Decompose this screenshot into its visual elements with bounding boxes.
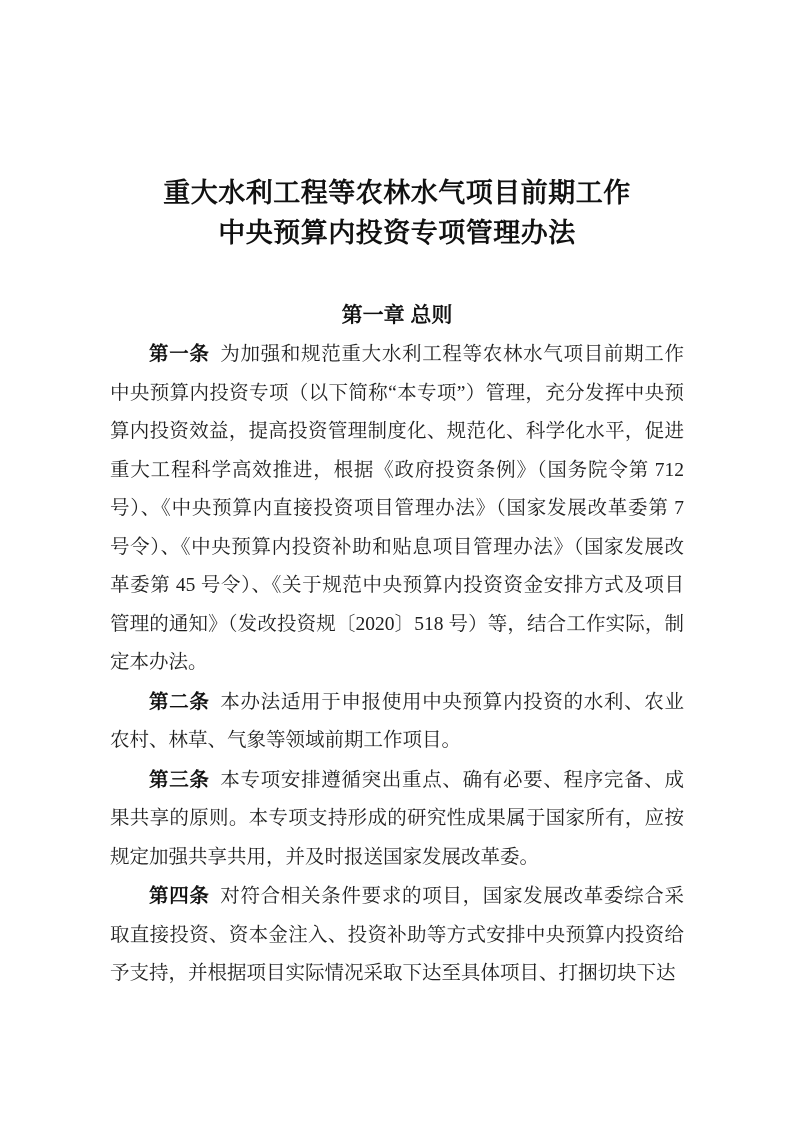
article-3-text: 本专项安排遵循突出重点、确有必要、程序完备、成果共享的原则。本专项支持形成的研究性成果属于国家所有，应按规定加强共享共用，并及时报送国家发展改革委。: [110, 769, 684, 868]
article-1-label: 第一条: [149, 343, 210, 365]
document-title-line-1: 重大水利工程等农林水气项目前期工作: [163, 178, 631, 208]
article-1: [110, 335, 684, 683]
article-4-label: 第四条: [149, 885, 210, 907]
article-3-label: 第三条: [149, 768, 210, 791]
article-2: [110, 683, 684, 761]
article-3: [110, 761, 684, 878]
document-body: [110, 335, 684, 994]
article-2-text: 本办法适用于申报使用中央预算内投资的水利、农业农村、林草、气象等领域前期工作项目。: [110, 691, 684, 751]
article-4-text: 对符合相关条件要求的项目，国家发展改革委综合采取直接投资、资本金注入、投资补助等方式安排中央预算内投资给予支持，并根据项目实际情况采取下达至具体项目、打捆切块下达: [110, 886, 684, 984]
article-2-label: 第二条: [149, 690, 210, 713]
article-1-text: 为加强和规范重大水利工程等农林水气项目前期工作中央预算内投资专项（以下简称“本专项”）管理，充分发挥中央预算内投资效益，提高投资管理制度化、规范化、科学化水平，促进重大工程科学高效推进，根据《政府投资条例》（国务院令第 712 号）、《中央预算内直接投资项目管理办法》（国家发展改革委第 7 号令）、《中央预算内投资补助和贴息项目管理办法》（国家发展改革委第 45 号令）、《关于规范中央预算内投资资金安排方式及项目管理的通知》（发改投资规〔2020〕518 号）等，结合工作实际，制定本办法。: [110, 344, 684, 673]
chapter-heading: 第一章 总则: [341, 304, 453, 327]
document-title: [110, 173, 684, 253]
document-title-line-2: 中央预算内投资专项管理办法: [218, 218, 576, 248]
article-4: [110, 877, 684, 994]
